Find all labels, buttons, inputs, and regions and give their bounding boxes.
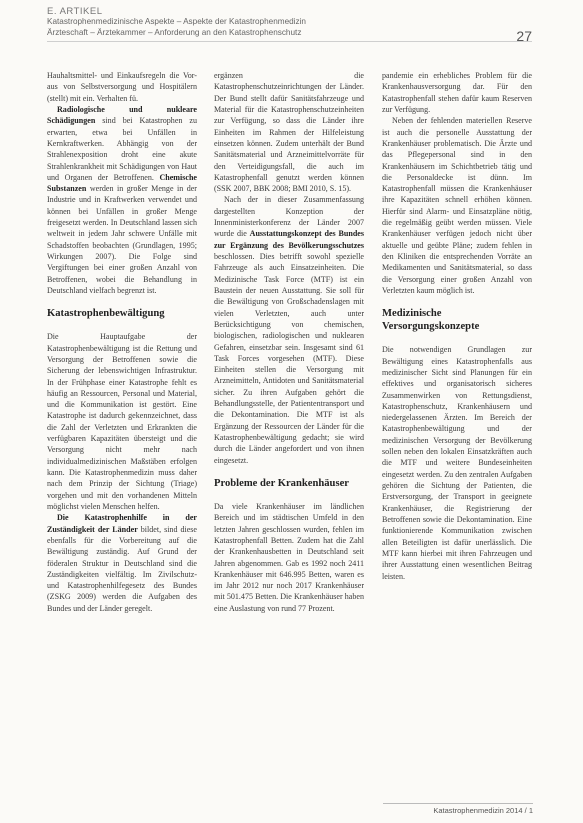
section-label: E. ARTIKEL — [47, 6, 103, 17]
spacer — [47, 320, 197, 331]
spacer — [382, 296, 532, 307]
header-line-1: Katastrophenmedizinische Aspekte – Aspekte der Katastrophenmedizin — [47, 17, 306, 26]
running-header — [47, 6, 532, 44]
section-heading: Medizinische Versorgungskonzepte — [382, 308, 480, 333]
inline-heading: Radiologische und nukleare Schädigungen — [47, 104, 197, 126]
paragraph-text: bildet, sind diese ebenfalls für die Vorbereitung auf die Bewältigung zuständig. Auf Grund der föderalen Struktur in Deutschland sind die Zuständigkeiten vielfältig. Im Zivilschutz- und Katastrophenhilfegesetz des Bundes (ZSKG 2009) werden die Aufgaben des Bundes und der Länder geregelt. — [47, 524, 197, 613]
section-heading: Probleme der Krankenhäuser — [214, 477, 349, 489]
paragraph: Hauhaltsmittel- und Einkaufsregeln die Vor- aus von Selbstversorgung und Hospitälern (stellt) mit ein. Verhalten fü. — [47, 71, 197, 103]
section-heading: Katastrophenbewältigung — [47, 308, 165, 320]
spacer — [214, 466, 364, 477]
inline-heading: Die Katastrophenhilfe in der Zuständigkeit der Länder — [47, 513, 197, 534]
page-number: 27 — [516, 28, 532, 44]
paragraph: Neben der fehlenden materiellen Reserve ist auch die personelle Ausstattung der Krankenhäuser problematisch. Die Ärzte und das Pflegepersonal sind in den Krankenhäusern im Schichtbetrieb tätig und die Personaldecke ist dünn. Im Katastrophenfall müssen die Krankenhäuser ihre Kapazitäten schnell erhöhen können. Hierfür sind Alarm- und Einsatzpläne nötig, die regelmäßig geübt werden müssen. Viele Krankenhäuser verfügen jedoch nicht über aktuelle und geübte Pläne; zudem fehlen in den Kliniken die entsprechenden Vorräte an Medikamenten und Sanitätsmaterial, so dass die Versorgung einer großen Anzahl von Verletzten kaum möglich ist. — [382, 116, 532, 295]
paragraph — [47, 104, 197, 296]
spacer — [47, 296, 197, 307]
paragraph: Die notwendigen Grundlagen zur Bewältigung eines Katastrophenfalls aus medizinischer Sicht sind Planungen für ein effektives und organisatorisch sicheres Zusammenwirken von Rettungsdienst, Katastrophenschutz, Krankenhäusern und niedergelassenen Ärzten. Im Bereich der Katastrophenbewältigung und der medizinischen Versorgung der Bevölkerung sollen neben den lokalen Einsatzkräften auch die MTF und weitere Bundeseinheiten eingesetzt werden. Zu den zentralen Aufgaben gehören die Sichtung der Patienten, die Erstversorgung, der Transport in geeignete Krankenhäuser, die Registrierung der Betroffenen sowie die Dekontamination. Eine funktionierende Kommunikation zwischen allen Beteiligten ist dafür unerlässlich. Die MTF kann hierbei mit ihren Fahrzeugen und ihrer Ausstattung einen wesentlichen Beitrag leisten. — [382, 345, 532, 581]
paragraph-text: Nach der in dieser Zusammenfassung dargestellten Konzeption der Innenministerkonferenz der Länder 2007 wurde die — [214, 195, 364, 239]
paragraph — [214, 194, 364, 466]
spacer — [214, 490, 364, 501]
header-line-2: Ärzteschaft – Ärztekammer – Anforderung an den Katastrophenschutz — [47, 27, 302, 37]
column-1 — [47, 70, 197, 614]
inline-heading: Ausstattungskonzept des Bundes zur Ergänzung des Bevölkerungsschutzes — [214, 229, 364, 250]
paragraph: Die Hauptaufgabe der Katastrophenbewältigung ist die Rettung und Versorgung der Betroffenen sowie die Sicherung der lebenswichtigen Infrastruktur. In der Frühphase einer Katastrophe fehlt es häufig an Ressourcen, Personal und Material, und die Kommunikation ist gestört. Eine Katastrophe ist dadurch gekennzeichnet, dass die Zahl der Verletzten und Erkrankten die verfügbaren Kapazitäten übersteigt und die Versorgung nicht mehr nach individualmedizinischen Maßstäben erfolgen kann. Die Katastrophenmedizin muss daher nach dem Prinzip der Sichtung (Triage) vorgehen und mit den vorhandenen Mitteln möglichst vielen Menschen helfen. — [47, 332, 197, 511]
paragraph: pandemie ein erhebliches Problem für die Krankenhausversorgung dar. Für den Katastrophenfall stehen dafür kaum Reserven zur Verfügung. — [382, 71, 532, 114]
paragraph-text: beschlossen. Dies betrifft sowohl spezielle Fahrzeuge als auch Einsatzeinheiten. Die Medizinische Task Force (MTF) ist ein Baustein der neuen Ausstattung. Sie soll für die Bewältigung von Großschadenslagen mit vielen Verletzten, auch unter Berücksichtigung von chemischen, biologischen, radiologischen und nuklearen Gefahren, einsetzbar sein. Insgesamt sind 61 Task Forces vorgesehen (MTF). Diese Einheiten stellen die Versorgung mit Arzneimitteln, Antidoten und Sanitätsmaterial sicher. Zu ihren Aufgaben gehört die Behandlungsstelle, der Patiententransport und die Dekontamination. Die MTF ist als Ergänzung der Ressourcen der Länder für die Katastrophenbewältigung gedacht; sie wird durch die Länder angefordert und von ihnen eingesetzt. — [214, 252, 364, 465]
inline-heading: Chemische Substanzen — [47, 172, 197, 194]
header-rule — [47, 41, 532, 42]
paragraph-text: sind bei Katastrophen zu erwarten, etwa bei Unfällen in Kernkraftwerken. Abhängig von der Strahlenexposition droht eine akute Strahlenkrankheit mit Schädigungen von Haut und Organen der Betroffenen. — [47, 116, 197, 182]
paragraph-text: werden in großer Menge in der Industrie und in Kraftwerken verwendet und können bei Unfällen in großer Menge freigesetzt werden. In Deutschland lassen sich weltweit in jedem Jahr schwere Unfälle mit Schadstoffen beobachten (Grundlagen, 1995; Wirkungen 2007). Die Folge sind Vergiftungen bei einer großen Anzahl von Betroffenen, wobei die Behandlung in Deutschland vielfach begrenzt ist. — [47, 184, 197, 295]
column-2 — [214, 70, 364, 614]
journal-footer: Katastrophenmedizin 2014 / 1 — [383, 803, 533, 815]
paragraph — [47, 512, 197, 614]
paragraph: Da viele Krankenhäuser im ländlichen Bereich und im städtischen Umfeld in den letzten Jahren geschlossen wurden, fehlen im Katastrophenfall Betten. Zudem hat die Zahl der Krankenhausbetten in Deutschland seit Jahren abgenommen. Gab es 1992 noch 2411 Krankenhäuser mit 646.995 Betten, waren es im Jahr 2012 nur noch 2017 Krankenhäuser mit 501.475 Betten. Die Krankenhäuser haben eine Auslastung von rund 77 Prozent. — [214, 501, 364, 613]
paragraph: ergänzen die Katastrophenschutzeinrichtungen der Länder. Der Bund stellt dafür Sanitätsfahrzeuge und Material für die Katastrophenschutzeinheiten zur Verfügung, so dass die Länder ihre Einheiten im Rahmen der Hilfeleistung einsetzen können. Zudem unterhält der Bund Sanitätsmaterial und Arzneimittelvorräte für den Verteidigungsfall, die auch im Katastrophenfall genutzt werden können (SSK 2007, BBK 2008; BMI 2010, S. 15). — [214, 71, 364, 194]
column-3 — [382, 70, 532, 582]
spacer — [382, 333, 532, 344]
